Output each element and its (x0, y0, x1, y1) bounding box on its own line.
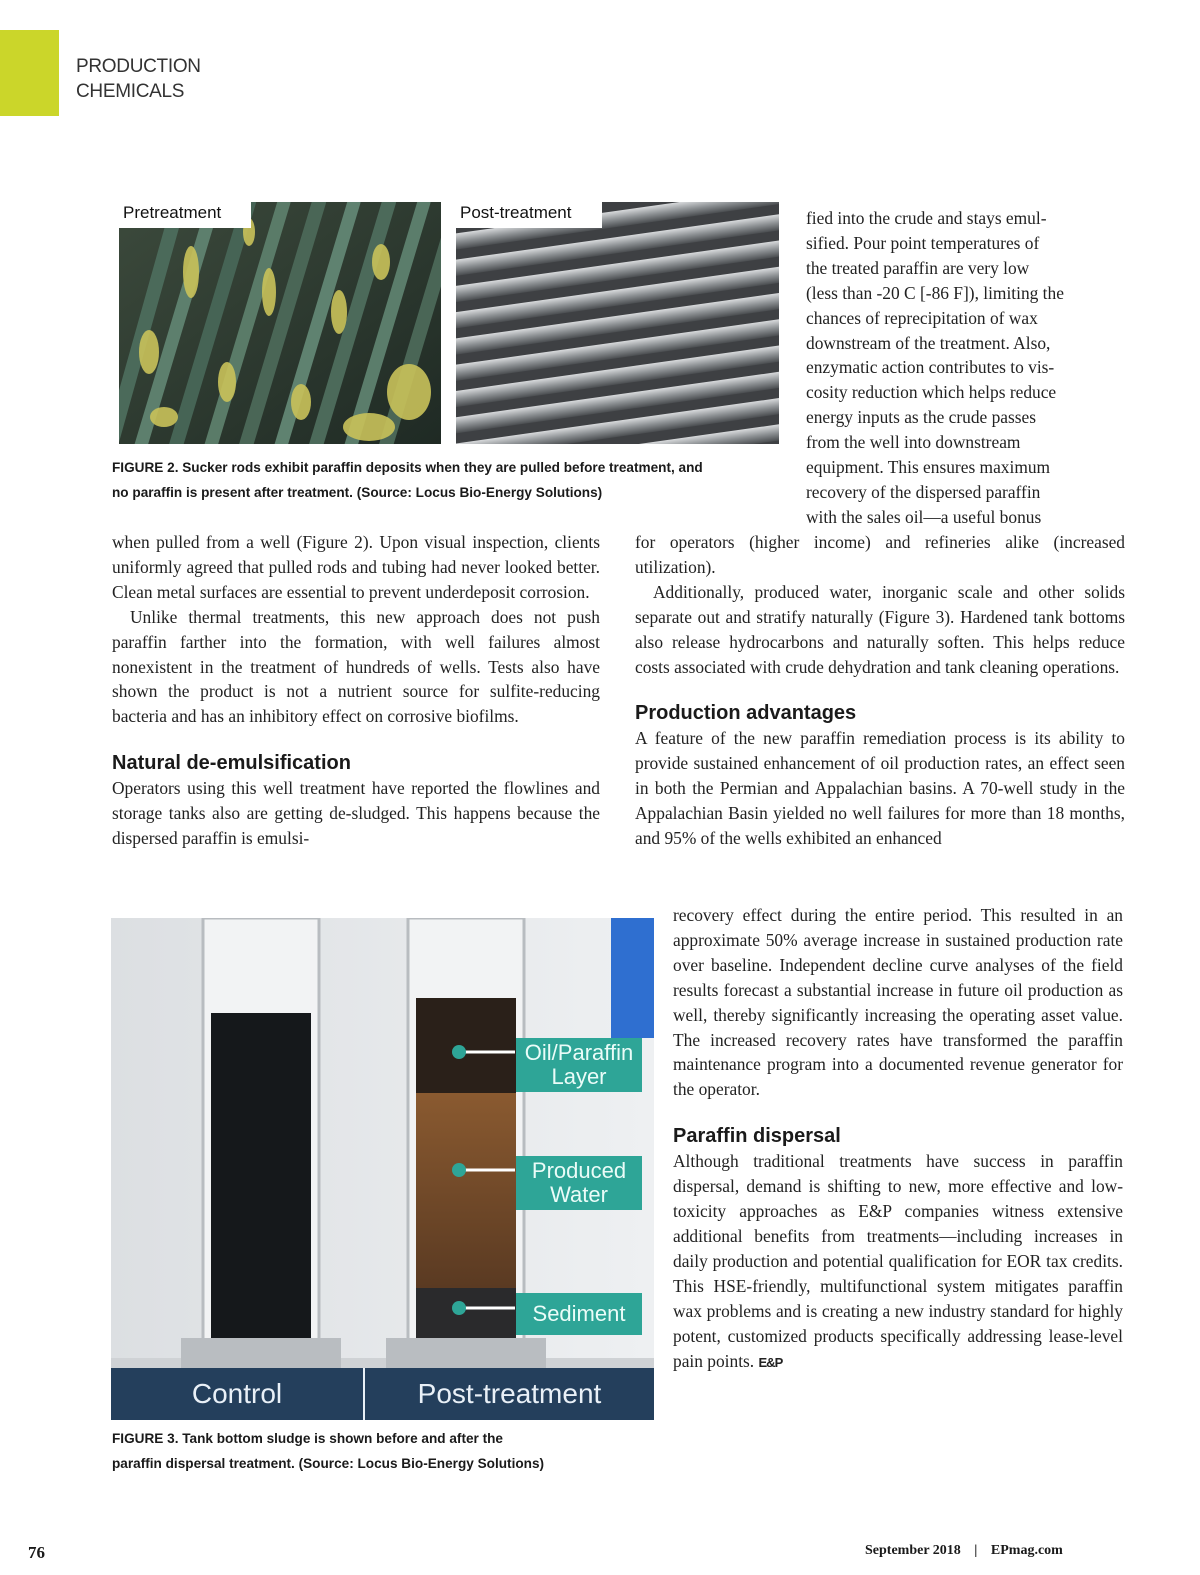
text-line: energy inputs as the crude passes (806, 407, 1037, 428)
paragraph: recovery effect during the entire period. This resulted in an approximate 50% average increase in sustained production rate over baseline. Independent decline curve analyses of the field results forecast a substantial increase in future oil production as well, thereby significantly increasing the operating asset value. The increased recovery rates have transformed the paraffin maintenance program into a documented revenue generator for the operator. (673, 905, 1123, 1100)
label-oil-paraffin-layer (516, 1038, 642, 1092)
posttreatment-rods-image (456, 202, 779, 444)
label-produced-water (516, 1156, 642, 1210)
left-column-text (112, 530, 600, 851)
text-line: (less than -20 C [-86 F]), limiting the (806, 282, 1064, 303)
end-mark-logo: E&P (758, 1354, 783, 1370)
right-column-top-text (806, 206, 1136, 530)
figure2-label-posttreatment: Post-treatment (456, 202, 602, 228)
figure2-caption-line2: no paraffin is present after treatment. (Source: Locus Bio-Energy Solutions) (112, 485, 603, 500)
text-line: with the sales oil—a useful bonus (806, 506, 1042, 527)
heading-natural-de-emulsification: Natural de-emulsification (112, 752, 351, 775)
footer-site: EPmag.com (990, 1543, 1063, 1558)
paragraph: Unlike thermal treatments, this new approach does not push paraffin farther into the formation, with well failures almost nonexistent in the treatment of hundreds of wells. Tests also have shown the product is not a nutrient source for sulfite-reducing bacteria and has an inhibitory effect on corrosive biofilms. (112, 606, 600, 727)
label-sediment (516, 1293, 642, 1335)
right-column-mid-text (635, 530, 1125, 851)
footer-issue (865, 1543, 1063, 1559)
heading-paraffin-dispersal: Paraffin dispersal (673, 1125, 841, 1148)
label-oil-line2: Layer (551, 1064, 607, 1089)
text-line: cosity reduction which helps reduce (806, 382, 1057, 403)
figure3-caption-line1: FIGURE 3. Tank bottom sludge is shown before and after the (112, 1431, 503, 1446)
label-water-line1: Produced (531, 1158, 627, 1183)
text-line: chances of reprecipitation of wax (806, 307, 1038, 328)
pretreatment-rods-image (119, 202, 441, 444)
paragraph-text: Although traditional treatments have success in paraffin dispersal, demand is shifting to new, more effective and low-toxicity approaches as E&P companies witness extensive additional benefits from treatments—including increases in daily production and potential qualification for EOR tax credits. This HSE-friendly, multifunctional system mitigates paraffin wax problems and is creating a new industry standard for highly potent, customized products specifically addressing lease-level pain points. (673, 1151, 1123, 1371)
paragraph: for operators (higher income) and refineries alike (increased utilization). (635, 532, 1125, 577)
figure3-photo (111, 918, 654, 1420)
label-water-line2: Water (550, 1182, 608, 1207)
paragraph (673, 1149, 1123, 1375)
paragraph: A feature of the new paraffin remediation process is its ability to provide sustained enhancement of oil production rates, an effect seen in both the Permian and Appalachian basins. A 70-well study in the Appalachian Basin yielded no well failures for more than 18 months, and 95% of the wells exhibited an enhanced (635, 728, 1125, 849)
figure2-label-pretreatment: Pretreatment (119, 202, 251, 228)
text-line: recovery of the dispersed paraffin (806, 481, 1041, 502)
figure3-caption-line2: paraffin dispersal treatment. (Source: Locus Bio-Energy Solutions) (112, 1456, 545, 1471)
label-oil-line1: Oil/Paraffin (524, 1040, 634, 1065)
figure3-bottom-bar (111, 1368, 654, 1420)
text-line: downstream of the treatment. Also, (806, 332, 1051, 353)
text-line: equipment. This ensures maximum (806, 457, 1051, 478)
footer-date: September 2018 (865, 1543, 961, 1558)
paragraph: Additionally, produced water, inorganic scale and other solids separate out and stratify naturally (Figure 3). Hardened tank bottoms also release hydrocarbons and naturally soften. This helps reduce costs associated with crude dehydration and tank cleaning operations. (635, 581, 1125, 677)
text-line: the treated paraffin are very low (806, 257, 1030, 278)
figure2-photo-pretreatment (119, 202, 441, 444)
text-line: fied into the crude and stays emul- (806, 208, 1047, 228)
section-label (76, 54, 201, 104)
footer-separator: | (974, 1543, 978, 1558)
figure2-photo-posttreatment (456, 202, 779, 444)
section-label-line2: CHEMICALS (76, 81, 185, 102)
bar-label-post-treatment: Post-treatment (417, 1378, 602, 1409)
heading-production-advantages: Production advantages (635, 702, 857, 725)
text-line: enzymatic action contributes to vis- (806, 357, 1055, 378)
text-line: from the well into downstream (806, 432, 1021, 453)
figure2-caption (112, 455, 792, 505)
bar-label-control: Control (111, 1368, 365, 1420)
page-number: 76 (28, 1543, 45, 1562)
figure2-caption-line1: FIGURE 2. Sucker rods exhibit paraffin deposits when they are pulled before treatment, and (112, 460, 703, 475)
paragraph: Operators using this well treatment have reported the flowlines and storage tanks also are getting de-sludged. This happens because the dispersed paraffin is emulsi- (112, 778, 600, 849)
figure3-caption (112, 1426, 652, 1476)
label-sediment-text: Sediment (532, 1301, 626, 1326)
text-line: sified. Pour point temperatures of (806, 232, 1040, 253)
right-column-bottom-text (673, 903, 1123, 1375)
paragraph: when pulled from a well (Figure 2). Upon visual inspection, clients uniformly agreed that pulled rods and tubing had never looked better. Clean metal surfaces are essential to prevent underdeposit corrosion. (112, 532, 600, 602)
section-tab (0, 30, 59, 116)
section-label-line1: PRODUCTION (76, 56, 201, 77)
